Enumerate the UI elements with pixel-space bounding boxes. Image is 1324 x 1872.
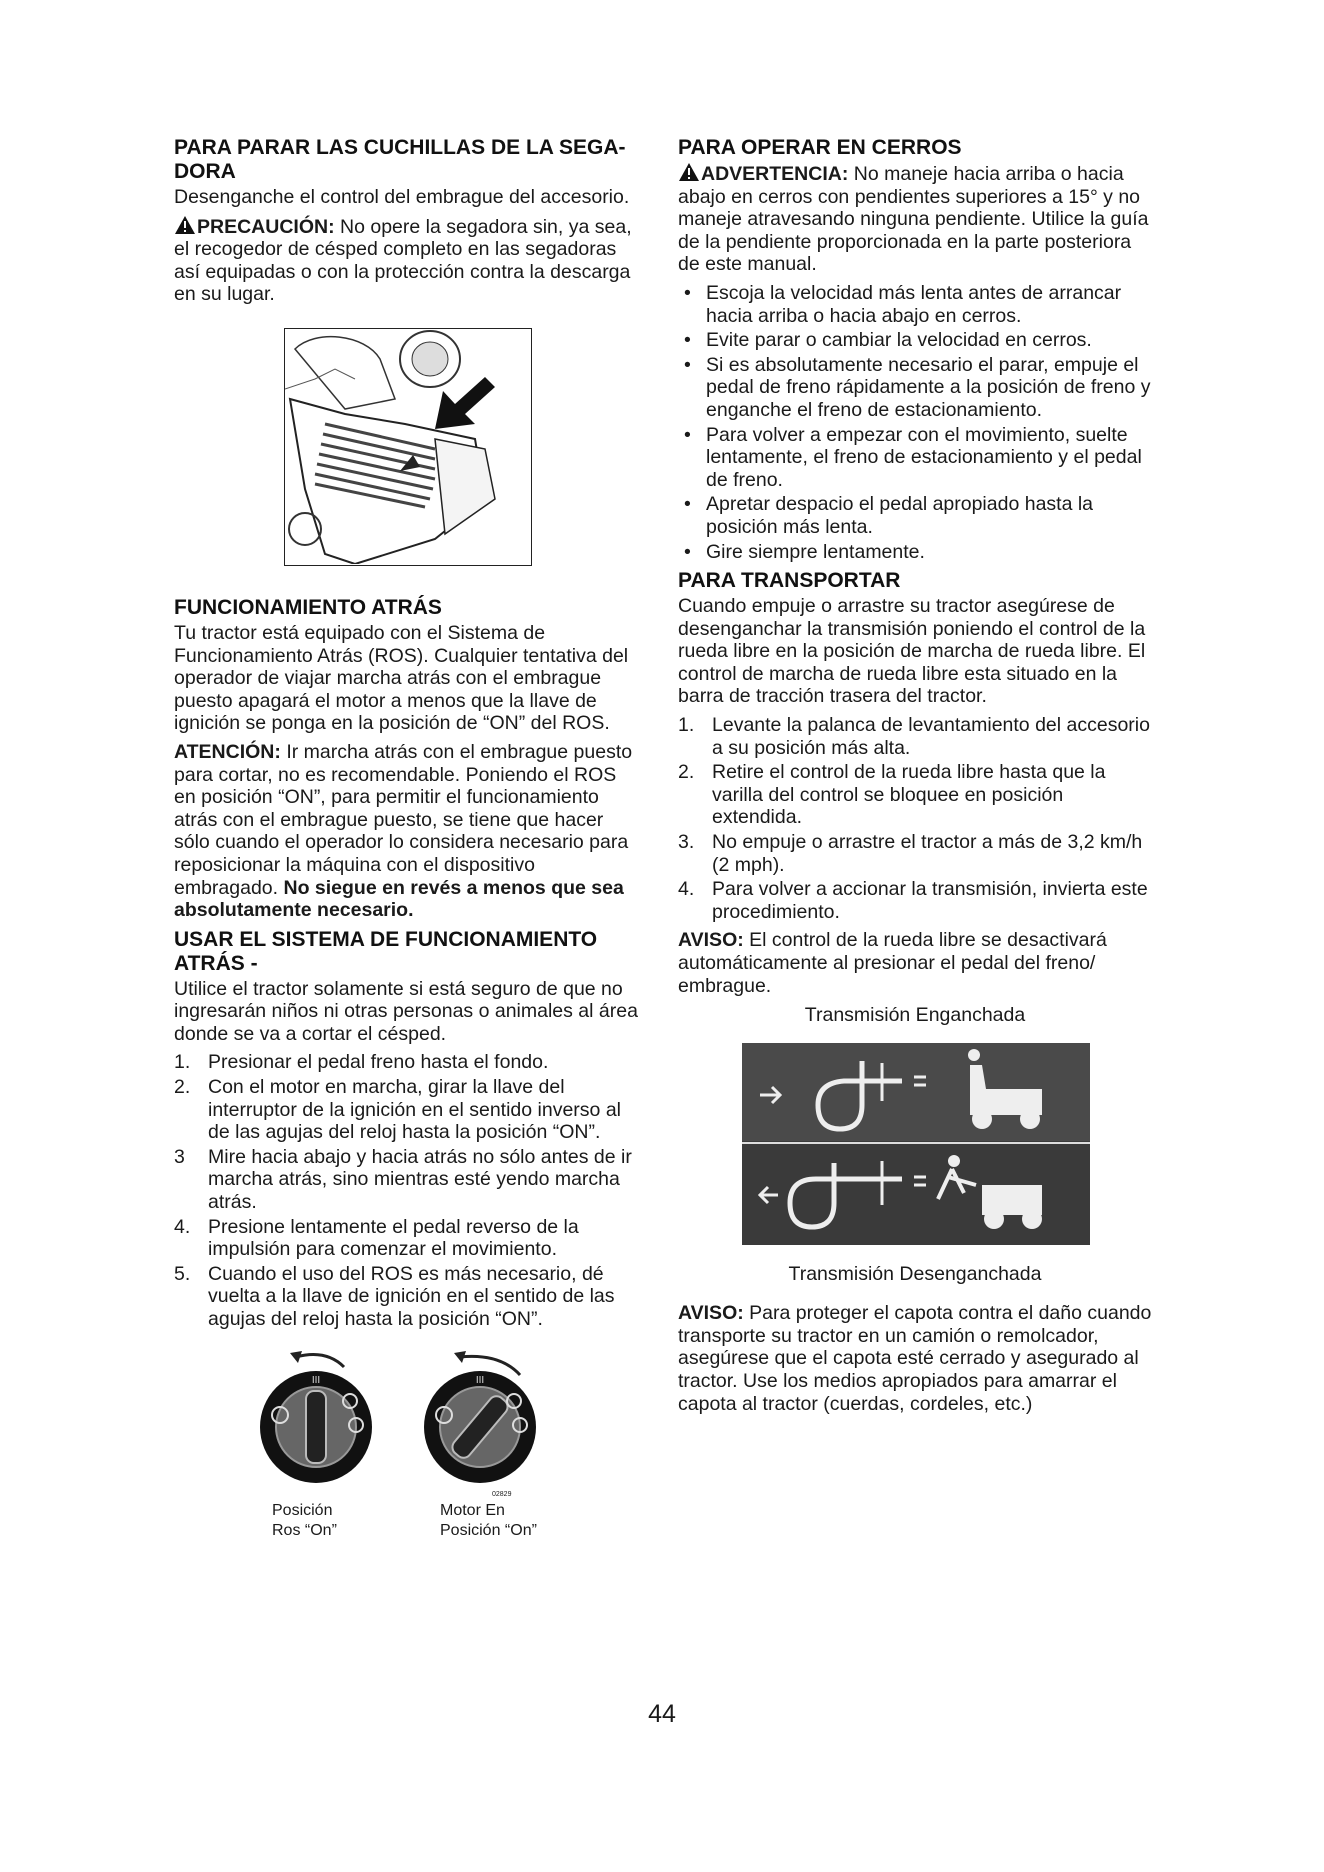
paragraph-transport: Cuando empuje o arrastre su tractor asegúrese de desenganchar la transmisión poniendo el control de la rueda libre en la posición de marcha de rueda libre. El control de marcha de rueda libre esta situado en la barra de tracción trasera del tractor.	[678, 595, 1146, 708]
page-number: 44	[648, 1700, 676, 1728]
svg-text:III: III	[311, 1374, 321, 1386]
list-item	[678, 878, 1152, 923]
list-item	[678, 761, 1152, 829]
list-item	[678, 282, 1152, 327]
list-item	[678, 424, 1152, 492]
step-number: 1.	[174, 1051, 191, 1074]
step-number: 5.	[174, 1262, 191, 1285]
attention-text: Ir marcha atrás con el embrague puesto para cortar, no es recomendable. Poniendo el ROS en posición “ON”, para permitir el funcionamiento atrás con el embrague puesto, se tiene que hacer sólo cuando el operador lo considera necesario para reposicionar la máquina con el dispositivo embragado.	[174, 740, 633, 899]
bullet-dot: •	[684, 540, 691, 563]
notice-label: AVISO:	[678, 929, 744, 952]
warning-text: No maneje hacia arriba o hacia abajo en cerros con pendientes superiores a 15° y no maneje atravesando ninguna pendiente. Utilice la guía de la pendiente proporcionada en la parte posteriora de este manual.	[678, 163, 1149, 276]
step-number: 4.	[174, 1215, 191, 1238]
step-number: 1.	[678, 714, 695, 737]
attention-paragraph	[174, 741, 642, 922]
heading-transport: PARA TRANSPORTAR	[678, 569, 901, 593]
warning-triangle-icon	[678, 162, 700, 182]
bullet-text: Escoja la velocidad más lenta antes de arrancar hacia arriba o hacia abajo en cerros.	[706, 281, 1122, 327]
caution-label: PRECAUCIÓN:	[197, 215, 335, 238]
ros-steps-list	[174, 1051, 642, 1330]
paragraph-disengage: Desenganche el control del embrague del accesorio.	[174, 186, 630, 208]
step-text: Con el motor en marcha, girar la llave del interruptor de la ignición en el sentido inverso al de las agujas del reloj hasta la posición “ON”.	[208, 1076, 621, 1144]
bullet-dot: •	[684, 353, 691, 376]
step-text: No empuje o arrastre el tractor a más de 3,2 km/h (2 mph).	[712, 831, 1143, 876]
bullet-text: Si es absolutamente necesario el parar, empuje el pedal de freno rápidamente a la posición de freno y enganche el freno de estacionamiento.	[706, 353, 1151, 421]
step-number: 2.	[678, 761, 695, 784]
heading-hills: PARA OPERAR EN CERROS	[678, 136, 962, 159]
bullet-text: Apretar despacio el pedal apropiado hasta la posición más lenta.	[706, 493, 1094, 538]
heading-stop-blades: PARA PARAR LAS CUCHILLAS DE LA SEGA-DORA	[174, 136, 626, 183]
caption-line: Motor En	[440, 1501, 505, 1519]
transport-steps-list	[678, 714, 1152, 923]
warning-triangle-icon	[174, 215, 196, 235]
bullet-text: Para volver a empezar con el movimiento, suelte lentamente, el freno de estacionamiento y el pedal de freno.	[706, 423, 1142, 491]
list-item	[174, 1263, 642, 1331]
list-item	[174, 1216, 642, 1261]
right-column	[678, 136, 1152, 1421]
caption-disengaged: Transmisión Desenganchada	[788, 1263, 1042, 1286]
list-item	[678, 354, 1152, 422]
figure-code: 02829	[492, 1490, 512, 1498]
hills-bullet-list	[678, 282, 1152, 563]
list-item	[678, 541, 1152, 564]
attention-bold-text: No siegue en revés a menos que sea absolutamente necesario.	[174, 876, 624, 922]
ignition-knob-engine-icon	[420, 1349, 540, 1489]
notice-freewheel	[678, 929, 1152, 997]
heading-reverse-operation: FUNCIONAMIENTO ATRÁS	[174, 595, 442, 619]
ignition-switch-figures	[174, 1349, 642, 1549]
mower-chute-illustration	[284, 328, 532, 566]
step-text: Presionar el pedal freno hasta el fondo.	[208, 1051, 549, 1074]
step-text: Cuando el uso del ROS es más necesario, dé vuelta a la llave de ignición en el sentido de las agujas del reloj hasta la posición “ON”.	[208, 1262, 615, 1330]
list-item	[678, 493, 1152, 538]
list-item	[678, 714, 1152, 759]
bullet-text: Gire siempre lentamente.	[706, 540, 925, 563]
left-column	[174, 136, 642, 1549]
bullet-dot: •	[684, 493, 691, 516]
list-item	[174, 1146, 642, 1214]
step-text: Retire el control de la rueda libre hasta que la varilla del control se bloquee en posición extendida.	[712, 761, 1106, 829]
bullet-dot: •	[684, 423, 691, 446]
warning-paragraph	[678, 162, 1152, 276]
step-text: Mire hacia abajo y hacia atrás no sólo antes de ir marcha atrás, sino mientras esté yendo marcha atrás.	[208, 1145, 632, 1214]
step-number: 2.	[174, 1076, 191, 1099]
heading-use-ros: USAR EL SISTEMA DE FUNCIONAMIENTO ATRÁS -	[174, 927, 598, 975]
list-item	[174, 1051, 642, 1074]
transmission-decal-figure	[742, 1043, 1090, 1245]
paragraph-use-ros: Utilice el tractor solamente si está seguro de que no ingresarán niños ni otras personas o animales al área donde se va a cortar el césped.	[174, 977, 638, 1045]
step-text: Levante la palanca de levantamiento del accesorio a su posición más alta.	[712, 714, 1150, 759]
step-text: Para volver a accionar la transmisión, invierta este procedimiento.	[712, 878, 1148, 923]
warning-label: ADVERTENCIA:	[701, 163, 849, 185]
mower-deck-drawing	[285, 329, 530, 564]
bullet-dot: •	[684, 281, 691, 304]
caption-engaged: Transmisión Enganchada	[804, 1004, 1026, 1027]
step-number: 3	[174, 1145, 185, 1168]
list-item	[678, 831, 1152, 876]
knob-ros-caption	[272, 1501, 337, 1541]
notice-text: El control de la rueda libre se desactivará automáticamente al presionar el pedal del freno/ embrague.	[678, 929, 1107, 997]
caution-text: No opere la segadora sin, ya sea, el recogedor de césped completo en las segadoras así equipadas o con la protección contra la descarga en su lugar.	[174, 215, 632, 306]
list-item	[678, 329, 1152, 352]
ignition-knob-ros-icon	[256, 1349, 376, 1489]
step-text: Presione lentamente el pedal reverso de la impulsión para comenzar el movimiento.	[208, 1215, 579, 1261]
bullet-dot: •	[684, 329, 691, 352]
step-number: 4.	[678, 878, 695, 901]
attention-label: ATENCIÓN:	[174, 740, 281, 763]
notice-label: AVISO:	[678, 1302, 744, 1325]
bullet-text: Evite parar o cambiar la velocidad en cerros.	[706, 329, 1092, 352]
knob-engine-caption	[440, 1501, 537, 1541]
svg-text:III: III	[475, 1374, 485, 1386]
notice-hood	[678, 1302, 1152, 1415]
paragraph-ros: Tu tractor está equipado con el Sistema de Funcionamiento Atrás (ROS). Cualquier tentativa del operador de viajar marcha atrás con el embrague puesto apagará el motor a menos que la llave de ignición se ponga en la posición de “ON” del ROS.	[174, 621, 629, 735]
caption-line: Posición “On”	[440, 1521, 537, 1539]
step-number: 3.	[678, 831, 695, 854]
list-item	[174, 1076, 642, 1144]
caption-line: Ros “On”	[272, 1521, 337, 1539]
caption-line: Posición	[272, 1501, 333, 1519]
notice-text: Para proteger el capota contra el daño cuando transporte su tractor en un camión o remolcador, asegúrese que el capota esté cerrado y asegurado al tractor. Use los medios apropiados para amarrar el capota al tractor (cuerdas, cordeles, etc.)	[678, 1302, 1152, 1415]
caution-paragraph	[174, 215, 642, 306]
